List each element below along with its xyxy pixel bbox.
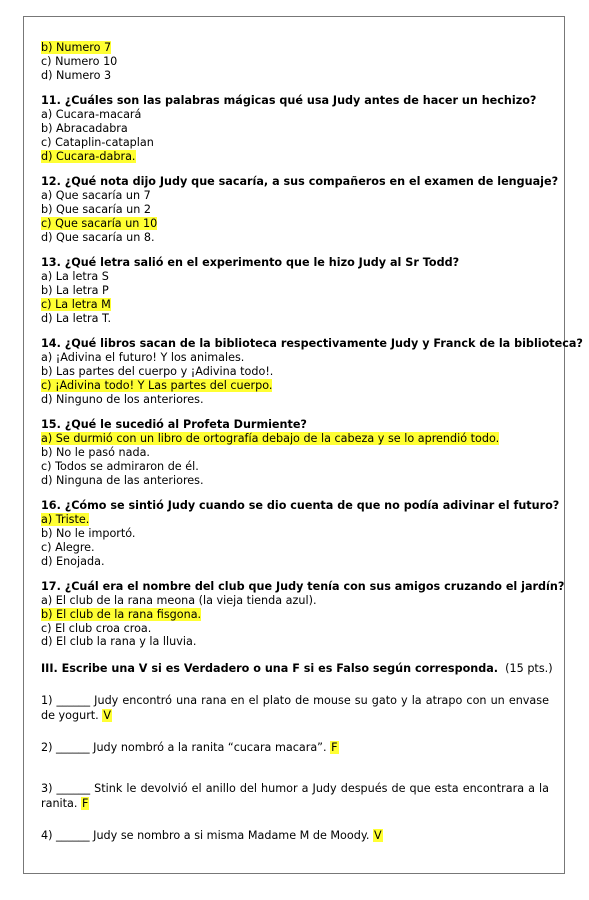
option-item: b) No le importó. [41, 526, 136, 540]
option-item: d) Enojada. [41, 554, 105, 568]
option-item: d) Ninguna de las anteriores. [41, 473, 204, 487]
question-15 [41, 418, 549, 487]
tf-statement: 2) ______ Judy nombró a la ranita “cucara macara”. [41, 741, 327, 755]
option-item: c) Que sacaría un 10 [41, 216, 158, 230]
option-item: d) La letra T. [41, 311, 112, 325]
question-title: 16. ¿Cómo se sintió Judy cuando se dio cuenta de que no podía adivinar el futuro? [41, 499, 560, 513]
tf-answer: F [331, 741, 338, 755]
question-title: 13. ¿Qué letra salió en el experimento que le hizo Judy al Sr Todd? [41, 256, 460, 270]
question-16 [41, 499, 560, 568]
tf-statement: 4) ______ Judy se nombro a si misma Madame M de Moody. [41, 829, 370, 843]
question-12 [41, 175, 559, 244]
option-item: a) Se durmió con un libro de ortografía debajo de la cabeza y se lo aprendió todo. [41, 432, 500, 446]
question-title: 15. ¿Qué le sucedió al Profeta Durmiente? [41, 418, 307, 432]
question-title: 14. ¿Qué libros sacan de la biblioteca respectivamente Judy y Franck de la biblioteca? [41, 337, 583, 351]
question-title: 17. ¿Cuál era el nombre del club que Judy tenía con sus amigos cruzando el jardín? [41, 580, 565, 594]
option-item: d) Que sacaría un 8. [41, 230, 155, 244]
option-item: a) La letra S [41, 270, 109, 284]
option-item: c) Cataplin-cataplan [41, 135, 154, 149]
true-false-item-3 [41, 781, 549, 811]
tf-answer: V [373, 829, 382, 843]
option-item: d) El club la rana y la lluvia. [41, 635, 197, 649]
option-item: c) Numero 10 [41, 54, 118, 68]
true-false-item-1 [41, 693, 549, 723]
true-false-item-2 [41, 740, 549, 755]
option-item: b) Abracadabra [41, 121, 128, 135]
option-item: c) ¡Adivina todo! Y Las partes del cuerpo. [41, 378, 273, 392]
section-3-title: III. Escribe una V si es Verdadero o una F si es Falso según corresponda. [41, 662, 499, 676]
question-11 [41, 94, 549, 163]
option-item: d) Cucara-dabra. [41, 149, 136, 163]
option-item: b) La letra P [41, 283, 109, 297]
section-3-points: (15 pts.) [505, 662, 553, 676]
option-item: c) Alegre. [41, 540, 95, 554]
worksheet-page [23, 16, 583, 874]
option-item: d) Ninguno de los anteriores. [41, 392, 204, 406]
option-item: c) Todos se admiraron de él. [41, 459, 199, 473]
question-17 [41, 580, 565, 649]
section-3-heading [41, 662, 553, 676]
option-item: b) Las partes del cuerpo y ¡Adivina todo!. [41, 364, 274, 378]
option-item: a) Triste. [41, 513, 90, 527]
tf-answer: F [82, 797, 89, 811]
question-title: 12. ¿Qué nota dijo Judy que sacaría, a sus compañeros en el examen de lenguaje? [41, 175, 559, 189]
tf-answer: V [103, 709, 111, 723]
true-false-item-4 [41, 828, 549, 843]
option-item: a) ¡Adivina el futuro! Y los animales. [41, 351, 245, 365]
worksheet-content [41, 41, 583, 843]
option-item: a) Que sacaría un 7 [41, 189, 151, 203]
option-item: b) No le pasó nada. [41, 445, 150, 459]
option-item: c) El club croa croa. [41, 621, 152, 635]
question-14 [41, 337, 583, 406]
question-13 [41, 256, 549, 325]
option-item: a) El club de la rana meona (la vieja tienda azul). [41, 594, 317, 608]
tf-statement: 3) ______ Stink le devolvió el anillo del humor a Judy después de que esta encontrara a la ranita. [41, 782, 549, 811]
option-item: c) La letra M [41, 297, 111, 311]
option-item: b) Que sacaría un 2 [41, 202, 152, 216]
option-item: d) Numero 3 [41, 68, 112, 82]
question-title: 11. ¿Cuáles son las palabras mágicas qué usa Judy antes de hacer un hechizo? [41, 94, 537, 108]
option-item: b) Numero 7 [41, 41, 112, 54]
tf-statement: 1) ______ Judy encontró una rana en el plato de mouse su gato y la atrapo con un envase de yogurt. [41, 694, 549, 723]
previous-question-options [41, 41, 549, 82]
option-item: a) Cucara-macará [41, 108, 142, 122]
option-item: b) El club de la rana fisgona. [41, 607, 202, 621]
